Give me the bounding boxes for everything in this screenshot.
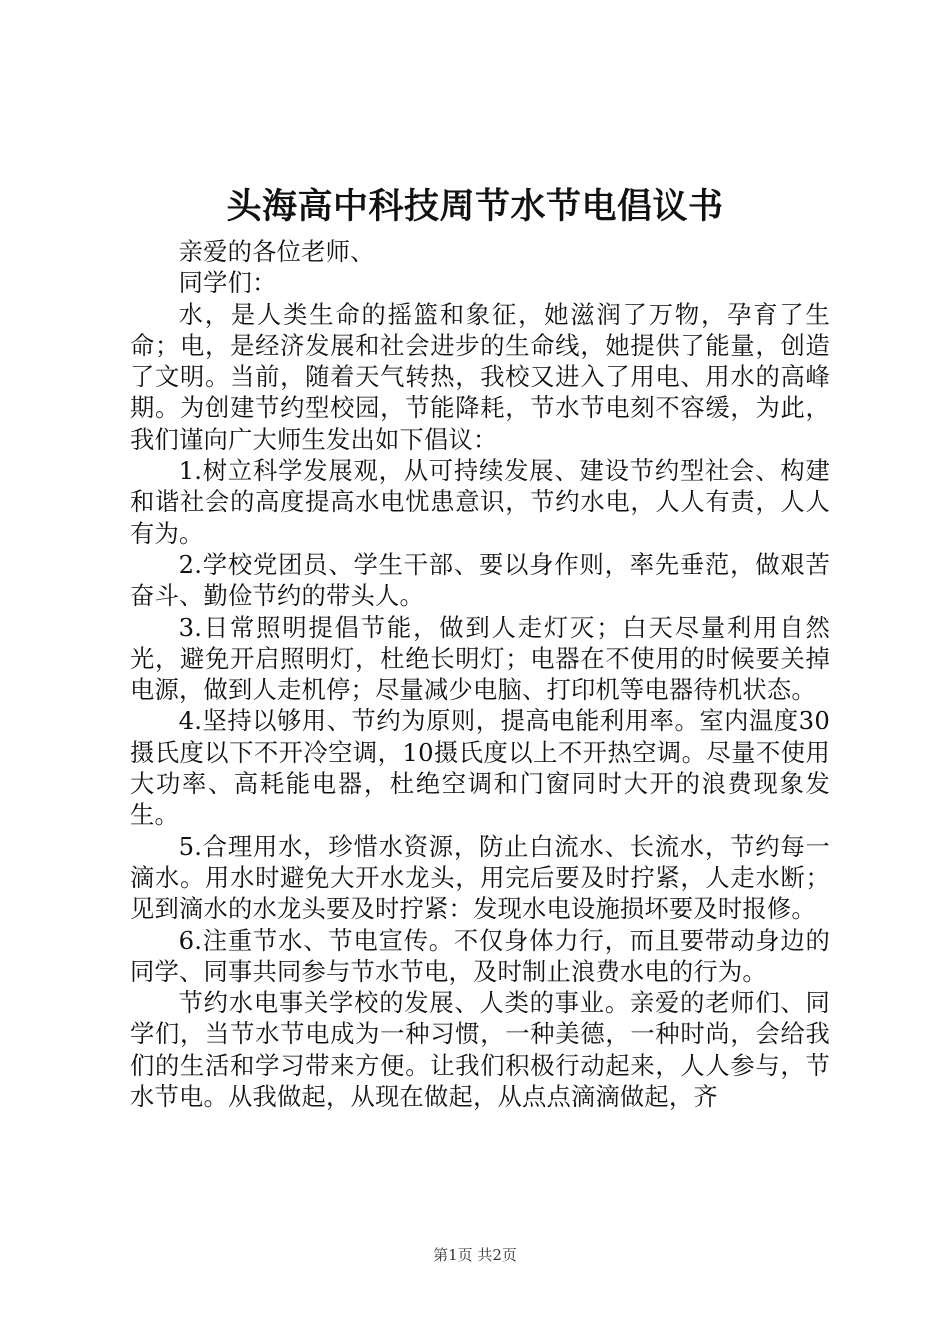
document-title: 头海高中科技周节水节电倡议书 bbox=[226, 186, 724, 227]
proposal-item-1: 1.树立科学发展观，从可持续发展、建设节约型社会、构建和谐社会的高度提高水电忧患意识，节约水电，人人有责，人人有为。 bbox=[130, 456, 830, 548]
proposal-item-3: 3.日常照明提倡节能，做到人走灯灭；白天尽量利用自然光，避免开启照明灯，杜绝长明灯；电器在不使用的时候要关掉电源，做到人走机停；尽量减少电脑、打印机等电器待机状态。 bbox=[130, 612, 830, 705]
page-number-footer: 第1页 共2页 bbox=[433, 1246, 517, 1264]
proposal-item-2: 2.学校党团员、学生干部、要以身作则，率先垂范，做艰苦奋斗、勤俭节约的带头人。 bbox=[130, 549, 830, 611]
document-body bbox=[130, 236, 830, 1112]
salutation-line-1: 亲爱的各位老师、 bbox=[178, 237, 375, 266]
proposal-item-6: 6.注重节水、节电宣传。不仅身体力行，而且要带动身边的同学、同事共同参与节水节电，及时制止浪费水电的行为。 bbox=[130, 925, 830, 986]
salutation-line-2: 同学们： bbox=[178, 268, 277, 298]
closing-paragraph: 节约水电事关学校的发展、人类的事业。亲爱的老师们、同学们，当节水节电成为一种习惯，一种美德，一种时尚，会给我们的生活和学习带来方便。让我们积极行动起来，人人参与，节水节电。从我做起，从现在做起，从点点滴滴做起，齐 bbox=[130, 988, 830, 1112]
proposal-item-4: 4.坚持以够用、节约为原则，提高电能利用率。室内温度30摄氏度以下不开冷空调，10摄氏度以上不开热空调。尽量不使用大功率、高耗能电器，杜绝空调和门窗同时大开的浪费现象发生。 bbox=[130, 706, 830, 830]
proposal-item-5: 5.合理用水，珍惜水资源，防止白流水、长流水，节约每一滴水。用水时避免大开水龙头，用完后要及时拧紧，人走水断；见到滴水的水龙头要及时拧紧：发现水电设施损坏要及时报修。 bbox=[130, 831, 830, 924]
intro-paragraph: 水，是人类生命的摇篮和象征，她滋润了万物，孕育了生命；电，是经济发展和社会进步的生命线，她提供了能量，创造了文明。当前，随着天气转热，我校又进入了用电、用水的高峰期。为创建节约型校园，节能降耗，节水节电刻不容缓，为此，我们谨向广大师生发出如下倡议： bbox=[130, 299, 830, 454]
